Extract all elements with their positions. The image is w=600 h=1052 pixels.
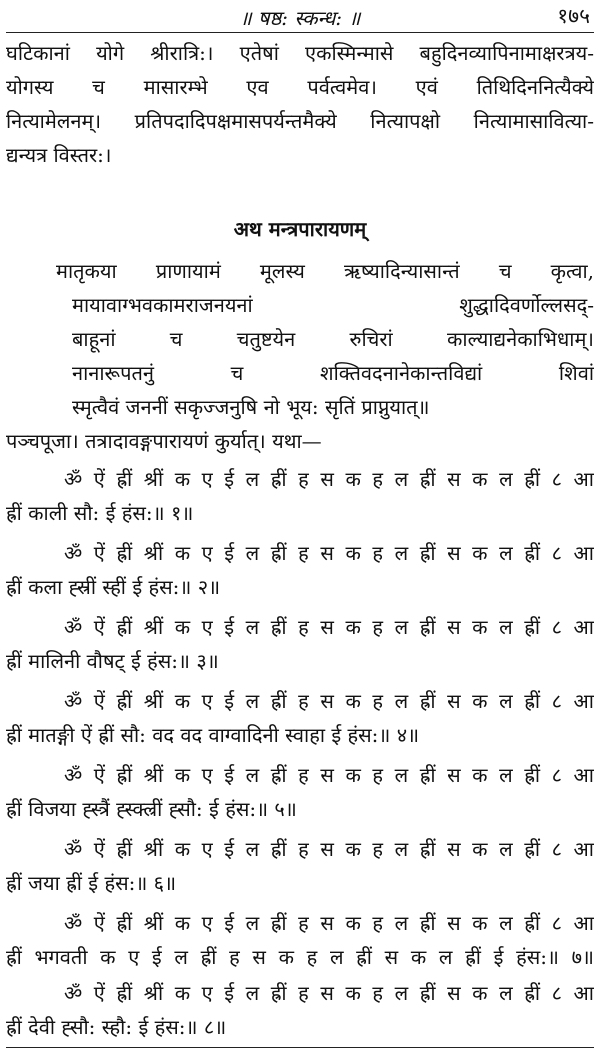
verse-line: मायावाग्भवकामराजनयनां शुद्धादिवर्णोल्लसद्-	[72, 293, 594, 317]
mantra-tail: ह्रीं मालिनी वौषट् ई हंस:॥ ३॥	[6, 649, 219, 673]
mantra-prefix: ॐ ऐं ह्रीं श्रीं क ए ई ल ह्रीं ह स क ह ल ह्रीं स क ल ह्रीं ८ आ	[64, 981, 594, 1005]
verse-line: स्मृत्वैवं जननीं सकृज्जनुषि नो भूय: सृतिं प्राप्नुयात्॥	[72, 395, 430, 419]
verse-line: बाहूनां च चतुष्टयेन रुचिरां काल्याद्यनेकाभिधाम्।	[72, 327, 594, 351]
para-line: घटिकानां योगे श्रीरात्रि:। एतेषां एकस्मिन्मासे बहुदिनव्यापिनामाक्षरत्रय-	[6, 41, 594, 65]
intro-line: पञ्चपूजा। तत्रादावङ्गपारायणं कुर्यात्। यथा—	[6, 429, 322, 453]
para-line: द्यन्यत्र विस्तर:।	[6, 143, 112, 167]
mantra-tail: ह्रीं देवी ह्सौ: स्हौ: ई हंस:॥ ८॥	[6, 1015, 227, 1039]
mantra-tail: ह्रीं भगवती क ए ई ल ह्रीं ह स क ह ल ह्रीं स क ल ह्रीं ई हंस:॥ ७॥	[6, 945, 594, 969]
mantra-prefix: ॐ ऐं ह्रीं श्रीं क ए ई ल ह्रीं ह स क ह ल ह्रीं स क ल ह्रीं ८ आ	[64, 467, 594, 491]
mantra-prefix: ॐ ऐं ह्रीं श्रीं क ए ई ल ह्रीं ह स क ह ल ह्रीं स क ल ह्रीं ८ आ	[64, 911, 594, 935]
page-header	[0, 0, 600, 34]
mantra-prefix: ॐ ऐं ह्रीं श्रीं क ए ई ल ह्रीं ह स क ह ल ह्रीं स क ल ह्रीं ८ आ	[64, 689, 594, 713]
mantra-tail: ह्रीं जया ह्रीं ई हंस:॥ ६॥	[6, 871, 177, 895]
mantra-prefix: ॐ ऐं ह्रीं श्रीं क ए ई ल ह्रीं ह स क ह ल ह्रीं स क ल ह्रीं ८ आ	[64, 541, 594, 565]
mantra-tail: ह्रीं कला ह्स्रीं स्हीं ई हंस:॥ २॥	[6, 575, 221, 599]
mantra-tail: ह्रीं विजया ह्स्त्रैं ह्स्क्ल्रीं ह्सौ: ई हंस:॥ ५॥	[6, 797, 297, 821]
header-rule	[6, 32, 594, 33]
mantra-prefix: ॐ ऐं ह्रीं श्रीं क ए ई ल ह्रीं ह स क ह ल ह्रीं स क ल ह्रीं ८ आ	[64, 763, 594, 787]
verse-line: मातृकया प्राणायामं मूलस्य ऋष्यादिन्यासान्तं च कृत्वा,	[56, 259, 594, 283]
page-number: १७५	[557, 4, 590, 28]
mantra-tail: ह्रीं मातङ्गी ऐं ह्रीं सौ: वद वद वाग्वादिनी स्वाहा ई हंस:॥ ४॥	[6, 723, 420, 747]
mantra-prefix: ॐ ऐं ह्रीं श्रीं क ए ई ल ह्रीं ह स क ह ल ह्रीं स क ल ह्रीं ८ आ	[64, 615, 594, 639]
mantra-prefix: ॐ ऐं ह्रीं श्रीं क ए ई ल ह्रीं ह स क ह ल ह्रीं स क ल ह्रीं ८ आ	[64, 837, 594, 861]
verse-line: नानारूपतनुं च शक्तिवदनानेकान्तविद्यां शिवां	[72, 361, 594, 385]
mantra-tail: ह्रीं काली सौ: ई हंस:॥ १॥	[6, 501, 194, 525]
para-line: नित्यामेलनम्। प्रतिपदादिपक्षमासपर्यन्तमैक्ये नित्यापक्षो नित्यामासावित्या-	[6, 109, 594, 133]
para-line: योगस्य च मासारम्भे एव पर्वत्वमेव। एवं तिथिदिननित्यैक्ये	[6, 75, 594, 99]
running-title: ॥ षष्ठ: स्कन्ध: ॥	[239, 6, 361, 30]
section-heading: अथ मन्त्रपारायणम्	[233, 217, 367, 241]
footer-rule	[6, 1047, 594, 1048]
